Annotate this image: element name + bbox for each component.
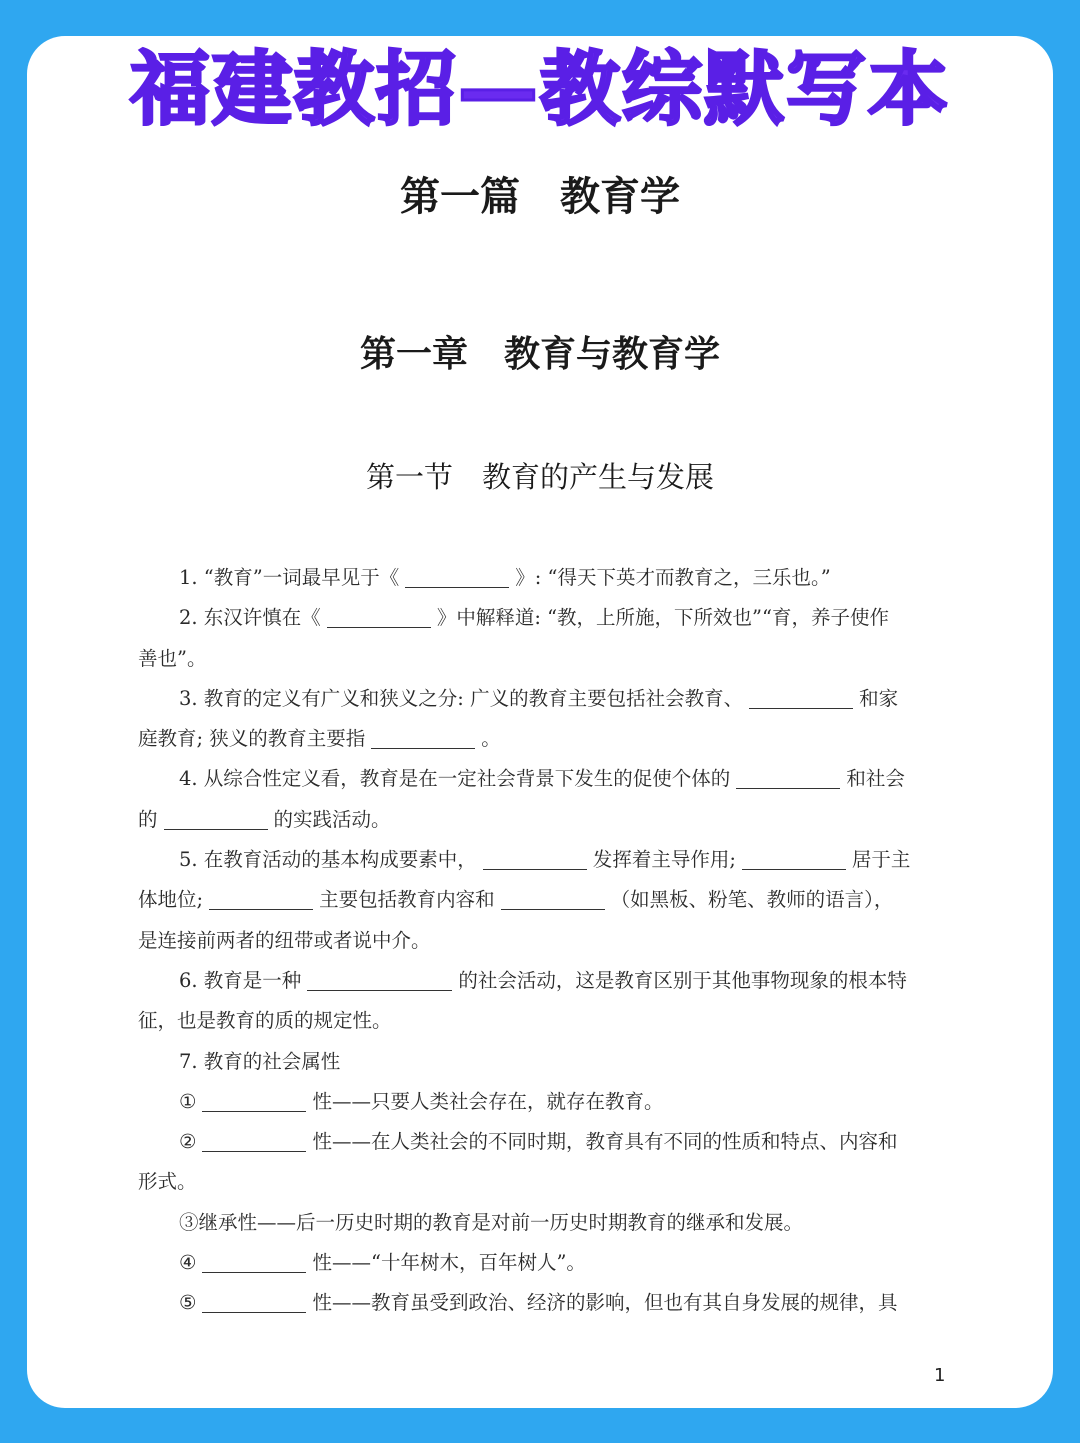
question-text: （如黑板、粉笔、教师的语言）， bbox=[610, 888, 894, 912]
question-text: 6. 教育是一种 bbox=[179, 968, 302, 992]
question-7-item-4 bbox=[138, 1243, 948, 1283]
question-7-item-3 bbox=[138, 1203, 948, 1243]
question-7-title bbox=[138, 1042, 948, 1082]
question-text: 性——只要人类社会存在，就存在教育。 bbox=[312, 1089, 664, 1113]
item-number: ① bbox=[179, 1089, 197, 1113]
question-text: 》: “得天下英才而教育之，三乐也。” bbox=[515, 566, 831, 589]
part-heading: 第一篇 教育学 bbox=[400, 174, 680, 220]
question-text: 居于主 bbox=[851, 848, 911, 872]
question-7-item-1 bbox=[138, 1082, 948, 1122]
question-5-continued bbox=[138, 921, 948, 961]
question-text: 主要包括教育内容和 bbox=[319, 888, 495, 912]
question-1 bbox=[138, 558, 948, 598]
question-7-item-5 bbox=[138, 1283, 948, 1323]
page-number: 1 bbox=[934, 1365, 946, 1386]
fill-blank[interactable] bbox=[209, 908, 313, 910]
fill-blank[interactable] bbox=[742, 868, 846, 870]
question-text: 和家 bbox=[859, 686, 899, 710]
question-3-continued bbox=[138, 719, 948, 759]
question-7-item-2-continued bbox=[138, 1162, 948, 1202]
chapter-heading: 第一章 教育与教育学 bbox=[359, 334, 720, 375]
fill-blank[interactable] bbox=[501, 908, 605, 910]
question-text: 的社会活动，这是教育区别于其他事物现象的根本特 bbox=[458, 968, 907, 992]
question-text: 的 bbox=[138, 807, 158, 831]
fill-blank[interactable] bbox=[736, 787, 840, 789]
section-heading: 第一节 教育的产生与发展 bbox=[365, 460, 714, 494]
question-text: 体地位; bbox=[138, 888, 204, 912]
question-text: 。 bbox=[481, 727, 501, 751]
question-text: 和社会 bbox=[846, 767, 905, 791]
question-text: 》中解释道: “教，上所施，下所效也”“育，养子使作 bbox=[436, 606, 889, 630]
question-text: 性——“十年树木，百年树人”。 bbox=[312, 1251, 586, 1275]
question-5-continued bbox=[138, 880, 948, 920]
item-number: ④ bbox=[179, 1251, 197, 1275]
item-number: ② bbox=[179, 1130, 197, 1154]
question-text: 征，也是教育的质的规定性。 bbox=[138, 1009, 392, 1033]
fill-blank[interactable] bbox=[749, 707, 853, 709]
question-7-item-2 bbox=[138, 1122, 948, 1162]
question-4-continued bbox=[138, 800, 948, 840]
question-5 bbox=[138, 840, 948, 880]
question-text: 是连接前两者的纽带或者说中介。 bbox=[138, 928, 431, 952]
fill-blank[interactable] bbox=[405, 586, 509, 588]
question-text: 2. 东汉许慎在《 bbox=[179, 606, 321, 630]
fill-blank[interactable] bbox=[327, 626, 431, 628]
fill-blank[interactable] bbox=[202, 1311, 306, 1313]
fill-blank[interactable] bbox=[483, 868, 587, 870]
banner-title: 福建教招—教综默写本 bbox=[130, 43, 950, 136]
question-text: ③继承性——后一历史时期的教育是对前一历史时期教育的继承和发展。 bbox=[179, 1210, 804, 1234]
fill-blank[interactable] bbox=[202, 1150, 306, 1152]
fill-blank[interactable] bbox=[202, 1271, 306, 1273]
question-2-continued bbox=[138, 639, 948, 679]
question-text: 形式。 bbox=[138, 1170, 197, 1194]
question-text: 善也”。 bbox=[138, 646, 207, 670]
question-text: 1. “教育”一词最早见于《 bbox=[179, 566, 400, 589]
question-text: 的实践活动。 bbox=[273, 807, 391, 831]
fill-blank[interactable] bbox=[202, 1110, 306, 1112]
question-4 bbox=[138, 759, 948, 799]
question-text: 性——教育虽受到政治、经济的影响，但也有其自身发展的规律，具 bbox=[312, 1291, 898, 1315]
question-text: 3. 教育的定义有广义和狭义之分: 广义的教育主要包括社会教育、 bbox=[179, 686, 744, 710]
question-text: 发挥着主导作用; bbox=[592, 848, 736, 872]
question-text: 5. 在教育活动的基本构成要素中， bbox=[179, 848, 477, 872]
question-text: 4. 从综合性定义看，教育是在一定社会背景下发生的促使个体的 bbox=[179, 767, 731, 791]
question-6-continued bbox=[138, 1001, 948, 1041]
question-text: 庭教育; 狭义的教育主要指 bbox=[138, 727, 366, 751]
question-text: 性——在人类社会的不同时期，教育具有不同的性质和特点、内容和 bbox=[312, 1130, 898, 1154]
fill-blank[interactable] bbox=[371, 747, 475, 749]
fill-blank[interactable] bbox=[164, 828, 268, 830]
question-3 bbox=[138, 679, 948, 719]
item-number: ⑤ bbox=[179, 1291, 197, 1315]
fill-blank[interactable] bbox=[307, 989, 452, 991]
question-text: 7. 教育的社会属性 bbox=[179, 1049, 341, 1073]
question-2 bbox=[138, 598, 948, 638]
question-6 bbox=[138, 961, 948, 1001]
exercise-list bbox=[138, 558, 948, 1324]
